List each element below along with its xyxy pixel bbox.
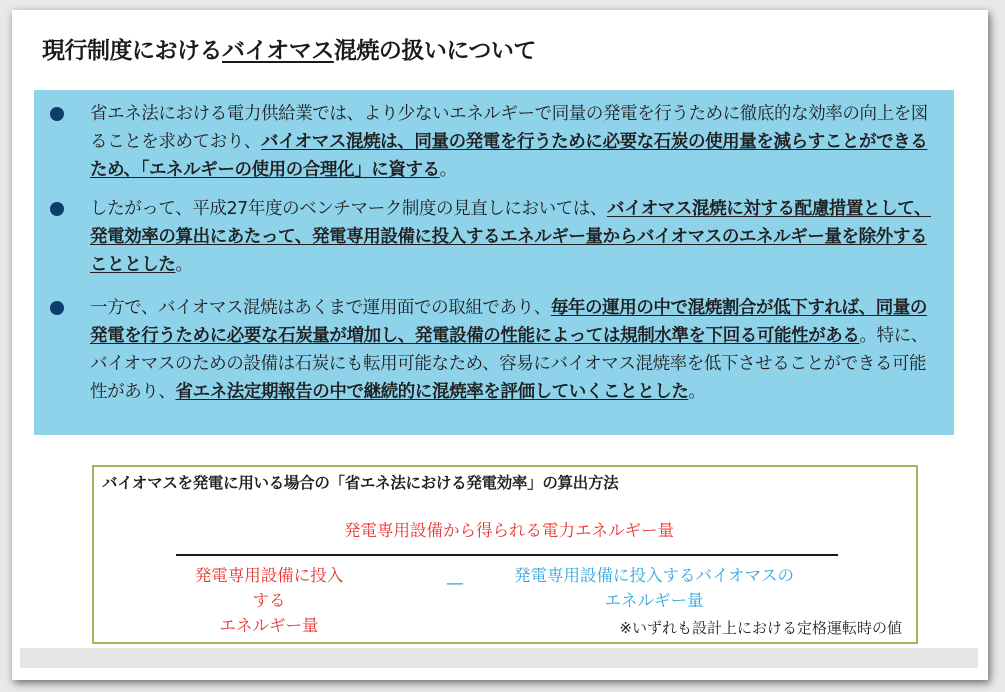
bullet-item — [50, 294, 940, 406]
formula-numerator: 発電専用設備から得られる電力エネルギー量 — [344, 521, 674, 540]
bullet-text: 一方で、バイオマス混焼はあくまで運用面での取組であり、毎年の運用の中で混焼割合が低下すれば、同量の発電を行うために必要な石炭量が増加し、発電設備の性能によっては規制水準を下回る可能性がある。特に、バイオマスのための設備は石炭にも転用可能なため、容易にバイオマス混焼率を低下させることができる可能性があり、省エネ法定期報告の中で継続的に混焼率を評価していくこととした。 — [90, 298, 928, 402]
formula-note: ※いずれも設計上における定格運転時の値 — [619, 619, 902, 637]
footer-bar — [20, 648, 978, 668]
bullet-item — [50, 100, 940, 184]
formula-box — [92, 465, 918, 644]
title-underlined-text: バイオマス — [222, 38, 334, 64]
emphasis-text: 毎年の運用の中で混焼割合が低下すれば、同量の発電を行うために必要な石炭量が増加し、発電設備の性能によっては規制水準を下回る可能性がある — [90, 298, 928, 346]
title-text-part: 混焼の扱いについて — [333, 38, 536, 64]
page-title — [42, 32, 536, 65]
formula-denominator-right: 発電専用設備に投入するバイオマスの エネルギー量 — [513, 566, 794, 610]
emphasis-text: バイオマス混焼は、同量の発電を行うために必要な石炭の使用量を減らすことができるため、「エネルギーの使用の合理化」に資する — [90, 132, 928, 180]
summary-box — [34, 90, 954, 435]
fraction-line — [176, 554, 838, 556]
emphasis-text: バイオマス混焼に対する配慮措置として、発電効率の算出にあたって、発電専用設備に投入するエネルギー量からバイオマスのエネルギー量を除外することとした — [90, 199, 932, 275]
slide — [12, 10, 988, 680]
bullet-dot-icon — [50, 107, 64, 121]
bullet-item — [50, 195, 940, 279]
emphasis-text: 省エネ法定期報告の中で継続的に混焼率を評価していくこととした — [175, 382, 689, 402]
bullet-dot-icon — [50, 202, 64, 216]
title-text-part: 現行制度における — [42, 38, 222, 64]
bullet-dot-icon — [50, 301, 64, 315]
formula-denominator-left: 発電専用設備に投入する エネルギー量 — [194, 566, 344, 635]
bullet-text: したがって、平成27年度のベンチマーク制度の見直しにおいては、バイオマス混焼に対する配慮措置として、発電効率の算出にあたって、発電専用設備に投入するエネルギー量からバイオマスのエネルギー量を除外することとした。 — [90, 199, 932, 275]
formula-heading: バイオマスを発電に用いる場合の「省エネ法における発電効率」の算出方法 — [102, 474, 619, 492]
bullet-text: 省エネ法における電力供給業では、より少ないエネルギーで同量の発電を行うために徹底的な効率の向上を図ることを求めており、バイオマス混焼は、同量の発電を行うために必要な石炭の使用量を減らすことができるため、「エネルギーの使用の合理化」に資する。 — [90, 104, 928, 180]
minus-operator: — — [446, 573, 464, 594]
